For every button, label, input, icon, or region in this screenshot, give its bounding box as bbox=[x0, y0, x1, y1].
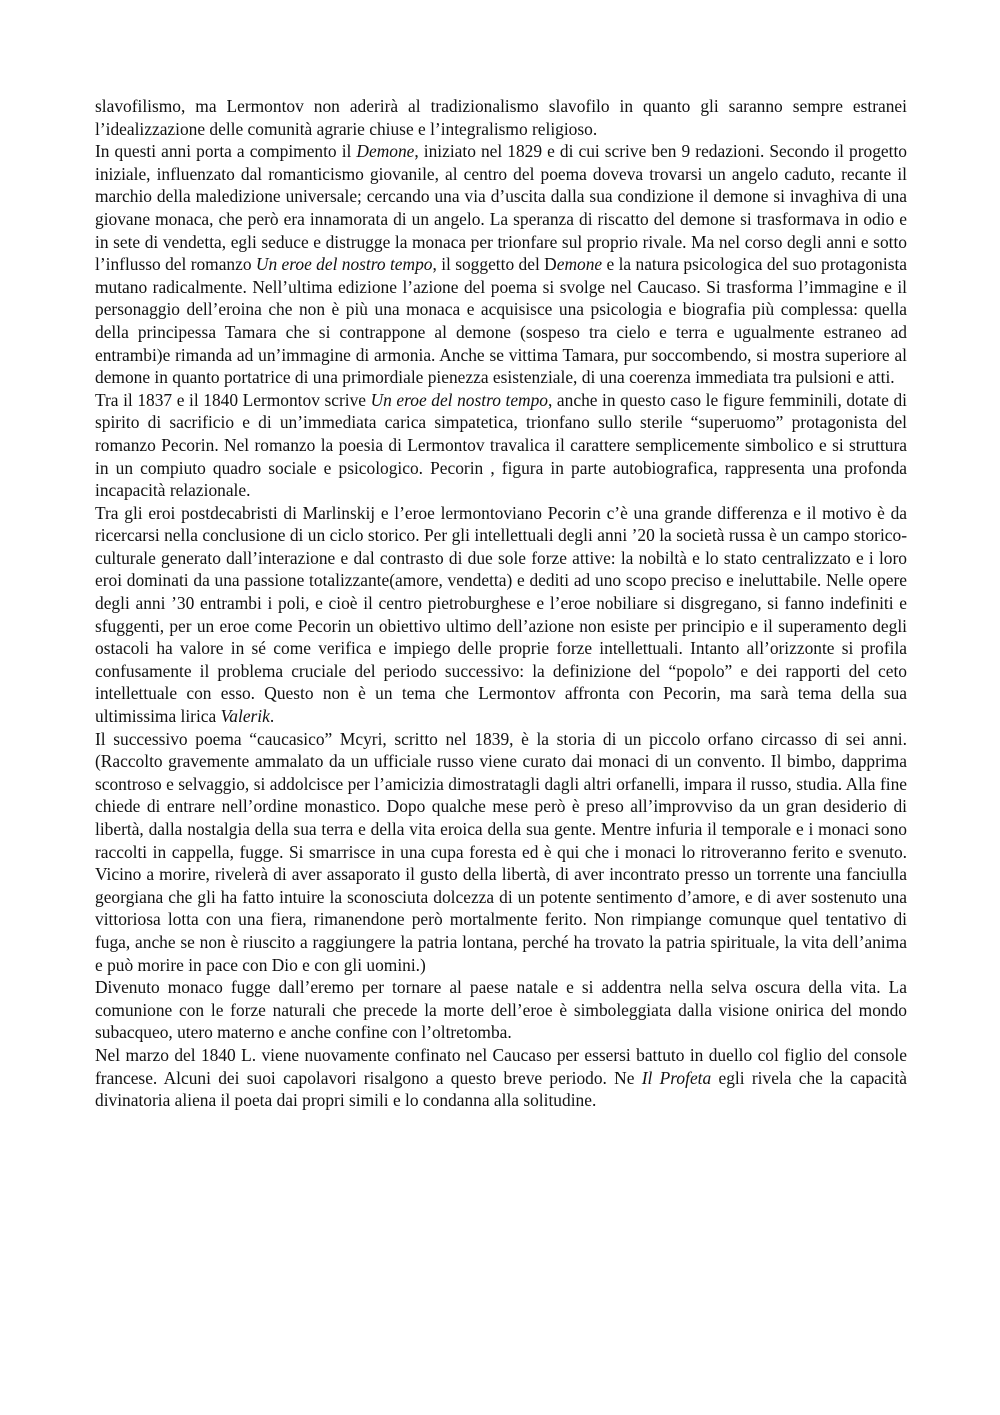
italic-title: emone bbox=[556, 254, 603, 275]
text-run: Tra gli eroi postdecabristi di Marlinskij e l’eroe lermontoviano Pecorin c’è una grande differenza e il motivo è da ricercarsi nella conclusione di un ciclo storico. Per gli intellettuali degli anni ’20 la società russa è un campo storico-culturale generato dall’interazione e dal contrasto di due sole forze attive: la nobiltà e lo stato centralizzato e i loro eroi dominati da una passione totalizzante(amore, vendetta) e dediti ad uno scopo preciso e ineluttabile. Nelle opere degli anni ’30 entrambi i poli, e cioè il centro pietroburghese e l’eroe nobiliare si disgregano, si fanno indefiniti e sfuggenti, per un eroe come Pecorin un obiettivo ultimo dell’azione non esiste per principio e il superamento degli ostacoli ha valore in sé come verifica e impiego delle proprie forze intellettuali. Intanto all’orizzonte si profila confusamente il problema cruciale del periodo successivo: la definizione del “popolo” e dei rapporti del ceto intellettuale con esso. Questo non è un tema che Lermontov affronta con Pecorin, ma sarà tema della sua ultimissima lirica bbox=[95, 502, 907, 727]
italic-title: Il Profeta bbox=[641, 1067, 712, 1088]
paragraph bbox=[95, 140, 907, 389]
text-run: . bbox=[269, 706, 275, 727]
paragraph bbox=[95, 502, 907, 728]
text-run: egli rivela che la capacità divinatoria aliena il poeta dai propri simili e lo condanna alla solitudine. bbox=[95, 1067, 907, 1111]
text-run: Nel marzo del 1840 L. viene nuovamente confinato nel Caucaso per essersi battuto in duello col figlio del console francese. Alcuni dei suoi capolavori risalgono a questo breve periodo. Ne bbox=[95, 1044, 907, 1088]
text-run: Tra il 1837 e il 1840 Lermontov scrive bbox=[95, 389, 371, 410]
text-run: , anche in questo caso le figure femminili, dotate di spirito di sacrificio e di un’immediata carica simpatetica, trionfano sullo sterile “superuomo” protagonista del romanzo Pecorin. Nel romanzo la poesia di Lermontov travalica il carattere semplicemente simbolico e si struttura in un compiuto quadro sociale e psicologico. Pecorin , figura in parte autobiografica, rappresenta una profonda incapacità relazionale. bbox=[95, 389, 907, 501]
paragraph bbox=[95, 389, 907, 502]
document-body bbox=[95, 95, 907, 1112]
paragraph bbox=[95, 728, 907, 977]
paragraph bbox=[95, 976, 907, 1044]
text-run: , il soggetto del D bbox=[432, 254, 557, 275]
italic-title: Valerik bbox=[220, 706, 270, 727]
paragraph bbox=[95, 1044, 907, 1112]
italic-title: Un eroe del nostro tempo bbox=[370, 389, 548, 410]
text-run: Il successivo poema “caucasico” Mcyri, scritto nel 1839, è la storia di un piccolo orfano circasso di sei anni. (Raccolto gravemente ammalato da un ufficiale russo viene curato dai monaci di un convento. Il bimbo, dapprima scontroso e selvaggio, si addolcisce per l’amicizia dimostratagli dagli altri orfanelli, impara il russo, studia. Alla fine chiede di entrare nell’ordine monastico. Dopo qualche mese però è preso all’improvviso da un gran desiderio di libertà, dalla nostalgia della sua terra e della vita eroica della sua gente. Mentre infuria il temporale e i monaci sono raccolti in cappella, fugge. Si smarrisce in una cupa foresta ed è qui che i monaci lo ritroveranno ferito e svenuto. Vicino a morire, rivelerà di aver assaporato il gusto della libertà, di aver incontrato presso un torrente una fanciulla georgiana che gli ha fatto intuire la sconosciuta dolcezza di un potente sentimento d’amore, e di aver sostenuto una vittoriosa lotta con una fiera, rimanendone però mortalmente ferito. Non rimpiange comunque quel tentativo di fuga, anche se non è riuscito a raggiungere la patria lontana, perché ha trovato la patria spirituale, la vita dell’anima e può morire in pace con Dio e con gli uomini.) bbox=[95, 728, 907, 975]
text-run: , iniziato nel 1829 e di cui scrive ben 9 redazioni. Secondo il progetto iniziale, influenzato dal romanticismo giovanile, al centro del poema doveva trovarsi un angelo caduto, recante il marchio della maledizione universale; cercando una via d’uscita dalla sua condizione il demone si invaghiva di una giovane monaca, che però era innamorata di un angelo. La speranza di riscatto del demone si trasformava in odio e in sete di vendetta, egli seduce e distrugge la monaca per trionfare sul proprio rivale. Ma nel corso degli anni e sotto l’influsso del romanzo bbox=[95, 141, 907, 275]
text-run: slavofilismo, ma Lermontov non aderirà al tradizionalismo slavofilo in quanto gli saranno sempre estranei l’idealizzazione delle comunità agrarie chiuse e l’integralismo religioso. bbox=[95, 96, 907, 139]
text-run: Divenuto monaco fugge dall’eremo per tornare al paese natale e si addentra nella selva oscura della vita. La comunione con le forze naturali che precede la morte dell’eroe è simboleggiata dalla visione onirica del mondo subacqueo, utero materno e anche confine con l’oltretomba. bbox=[95, 977, 907, 1043]
italic-title: Demone bbox=[356, 141, 415, 162]
italic-title: Un eroe del nostro tempo bbox=[255, 254, 433, 275]
paragraph bbox=[95, 95, 907, 140]
text-run: In questi anni porta a compimento il bbox=[95, 141, 357, 162]
text-run: e la natura psicologica del suo protagonista mutano radicalmente. Nell’ultima edizione l’azione del poema si svolge nel Caucaso. Si trasforma l’immagine e il personaggio dell’eroina che non è più una monaca e acquisisce una psicologia e biografia più complessa: quella della principessa Tamara che si contrappone al demone (sospeso tra cielo e terra e ugualmente estraneo ad entrambi)e rimanda ad un’immagine di armonia. Anche se vittima Tamara, pur soccombendo, si mostra superiore al demone in quanto portatrice di una primordiale pienezza esistenziale, di una coerenza immediata tra pulsioni e atti. bbox=[95, 254, 908, 388]
